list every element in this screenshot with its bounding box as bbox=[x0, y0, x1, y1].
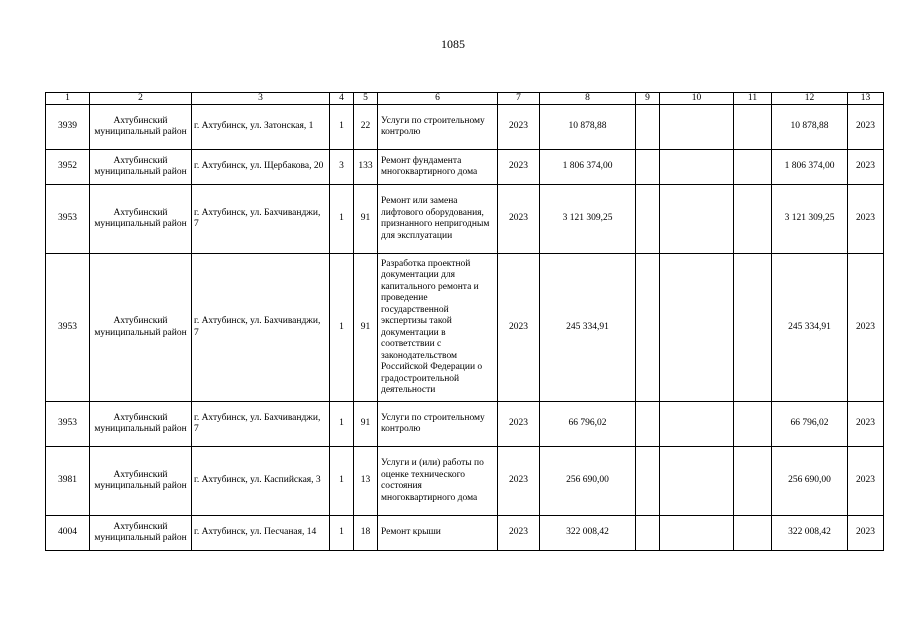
row-number: 3953 bbox=[46, 254, 90, 402]
year-cell: 2023 bbox=[498, 105, 540, 150]
page-number: 1085 bbox=[441, 37, 465, 51]
total-cost-cell: 322 008,42 bbox=[540, 516, 636, 551]
other-cell bbox=[734, 254, 772, 402]
col-header: 3 bbox=[192, 93, 330, 105]
owners-funds-cell: 1 806 374,00 bbox=[772, 150, 848, 185]
address-cell: г. Ахтубинск, ул. Песчаная, 14 bbox=[192, 516, 330, 551]
year-cell: 2023 bbox=[498, 402, 540, 447]
row-number: 3953 bbox=[46, 185, 90, 254]
owners-funds-cell: 245 334,91 bbox=[772, 254, 848, 402]
budget-cell bbox=[660, 447, 734, 516]
table-row bbox=[46, 254, 884, 402]
budget-cell bbox=[660, 402, 734, 447]
entrances-cell: 1 bbox=[330, 447, 354, 516]
col-header: 11 bbox=[734, 93, 772, 105]
row-number: 4004 bbox=[46, 516, 90, 551]
other-cell bbox=[734, 105, 772, 150]
apartments-cell: 18 bbox=[354, 516, 378, 551]
fund-cell bbox=[636, 185, 660, 254]
table-row bbox=[46, 150, 884, 185]
municipality-cell: Ахтубинский муниципальный район bbox=[90, 150, 192, 185]
year-cell: 2023 bbox=[498, 185, 540, 254]
table-row bbox=[46, 447, 884, 516]
owners-funds-cell: 322 008,42 bbox=[772, 516, 848, 551]
municipality-cell: Ахтубинский муниципальный район bbox=[90, 105, 192, 150]
work-type-cell: Разработка проектной документации для капитального ремонта и проведение государственной экспертизы такой документации в соответствии с законодательством Российской Федерации о градостроительной деятельности bbox=[378, 254, 498, 402]
fund-cell bbox=[636, 150, 660, 185]
end-year-cell: 2023 bbox=[848, 105, 884, 150]
entrances-cell: 1 bbox=[330, 516, 354, 551]
header-row bbox=[46, 93, 884, 105]
work-type-cell: Услуги и (или) работы по оценке технического состояния многоквартирного дома bbox=[378, 447, 498, 516]
apartments-cell: 22 bbox=[354, 105, 378, 150]
end-year-cell: 2023 bbox=[848, 254, 884, 402]
budget-cell bbox=[660, 185, 734, 254]
budget-cell bbox=[660, 105, 734, 150]
fund-cell bbox=[636, 447, 660, 516]
end-year-cell: 2023 bbox=[848, 402, 884, 447]
total-cost-cell: 3 121 309,25 bbox=[540, 185, 636, 254]
table-row bbox=[46, 185, 884, 254]
total-cost-cell: 245 334,91 bbox=[540, 254, 636, 402]
col-header: 8 bbox=[540, 93, 636, 105]
entrances-cell: 1 bbox=[330, 254, 354, 402]
end-year-cell: 2023 bbox=[848, 516, 884, 551]
col-header: 10 bbox=[660, 93, 734, 105]
owners-funds-cell: 66 796,02 bbox=[772, 402, 848, 447]
other-cell bbox=[734, 447, 772, 516]
municipality-cell: Ахтубинский муниципальный район bbox=[90, 254, 192, 402]
total-cost-cell: 1 806 374,00 bbox=[540, 150, 636, 185]
col-header: 4 bbox=[330, 93, 354, 105]
entrances-cell: 1 bbox=[330, 402, 354, 447]
total-cost-cell: 66 796,02 bbox=[540, 402, 636, 447]
owners-funds-cell: 10 878,88 bbox=[772, 105, 848, 150]
address-cell: г. Ахтубинск, ул. Каспийская, 3 bbox=[192, 447, 330, 516]
budget-cell bbox=[660, 150, 734, 185]
col-header: 12 bbox=[772, 93, 848, 105]
year-cell: 2023 bbox=[498, 150, 540, 185]
municipality-cell: Ахтубинский муниципальный район bbox=[90, 447, 192, 516]
fund-cell bbox=[636, 254, 660, 402]
address-cell: г. Ахтубинск, ул. Затонская, 1 bbox=[192, 105, 330, 150]
entrances-cell: 3 bbox=[330, 150, 354, 185]
work-type-cell: Услуги по строительному контролю bbox=[378, 402, 498, 447]
work-type-cell: Услуги по строительному контролю bbox=[378, 105, 498, 150]
address-cell: г. Ахтубинск, ул. Бахчиванджи, 7 bbox=[192, 254, 330, 402]
other-cell bbox=[734, 185, 772, 254]
col-header: 1 bbox=[46, 93, 90, 105]
apartments-cell: 133 bbox=[354, 150, 378, 185]
apartments-cell: 91 bbox=[354, 402, 378, 447]
apartments-cell: 13 bbox=[354, 447, 378, 516]
other-cell bbox=[734, 516, 772, 551]
address-cell: г. Ахтубинск, ул. Бахчиванджи, 7 bbox=[192, 185, 330, 254]
owners-funds-cell: 256 690,00 bbox=[772, 447, 848, 516]
col-header: 6 bbox=[378, 93, 498, 105]
municipality-cell: Ахтубинский муниципальный район bbox=[90, 402, 192, 447]
fund-cell bbox=[636, 516, 660, 551]
apartments-cell: 91 bbox=[354, 254, 378, 402]
row-number: 3939 bbox=[46, 105, 90, 150]
year-cell: 2023 bbox=[498, 254, 540, 402]
total-cost-cell: 256 690,00 bbox=[540, 447, 636, 516]
row-number: 3953 bbox=[46, 402, 90, 447]
budget-cell bbox=[660, 516, 734, 551]
end-year-cell: 2023 bbox=[848, 150, 884, 185]
col-header: 13 bbox=[848, 93, 884, 105]
col-header: 2 bbox=[90, 93, 192, 105]
col-header: 9 bbox=[636, 93, 660, 105]
budget-cell bbox=[660, 254, 734, 402]
work-type-cell: Ремонт или замена лифтового оборудования, признанного непригодным для эксплуатации bbox=[378, 185, 498, 254]
other-cell bbox=[734, 150, 772, 185]
address-cell: г. Ахтубинск, ул. Бахчиванджи, 7 bbox=[192, 402, 330, 447]
year-cell: 2023 bbox=[498, 447, 540, 516]
total-cost-cell: 10 878,88 bbox=[540, 105, 636, 150]
entrances-cell: 1 bbox=[330, 185, 354, 254]
table-row bbox=[46, 105, 884, 150]
end-year-cell: 2023 bbox=[848, 447, 884, 516]
work-type-cell: Ремонт крыши bbox=[378, 516, 498, 551]
fund-cell bbox=[636, 402, 660, 447]
apartments-cell: 91 bbox=[354, 185, 378, 254]
row-number: 3981 bbox=[46, 447, 90, 516]
address-cell: г. Ахтубинск, ул. Щербакова, 20 bbox=[192, 150, 330, 185]
row-number: 3952 bbox=[46, 150, 90, 185]
col-header: 5 bbox=[354, 93, 378, 105]
year-cell: 2023 bbox=[498, 516, 540, 551]
municipality-cell: Ахтубинский муниципальный район bbox=[90, 185, 192, 254]
fund-cell bbox=[636, 105, 660, 150]
program-table bbox=[45, 92, 884, 551]
table-row bbox=[46, 516, 884, 551]
end-year-cell: 2023 bbox=[848, 185, 884, 254]
owners-funds-cell: 3 121 309,25 bbox=[772, 185, 848, 254]
municipality-cell: Ахтубинский муниципальный район bbox=[90, 516, 192, 551]
table-row bbox=[46, 402, 884, 447]
work-type-cell: Ремонт фундамента многоквартирного дома bbox=[378, 150, 498, 185]
col-header: 7 bbox=[498, 93, 540, 105]
other-cell bbox=[734, 402, 772, 447]
entrances-cell: 1 bbox=[330, 105, 354, 150]
